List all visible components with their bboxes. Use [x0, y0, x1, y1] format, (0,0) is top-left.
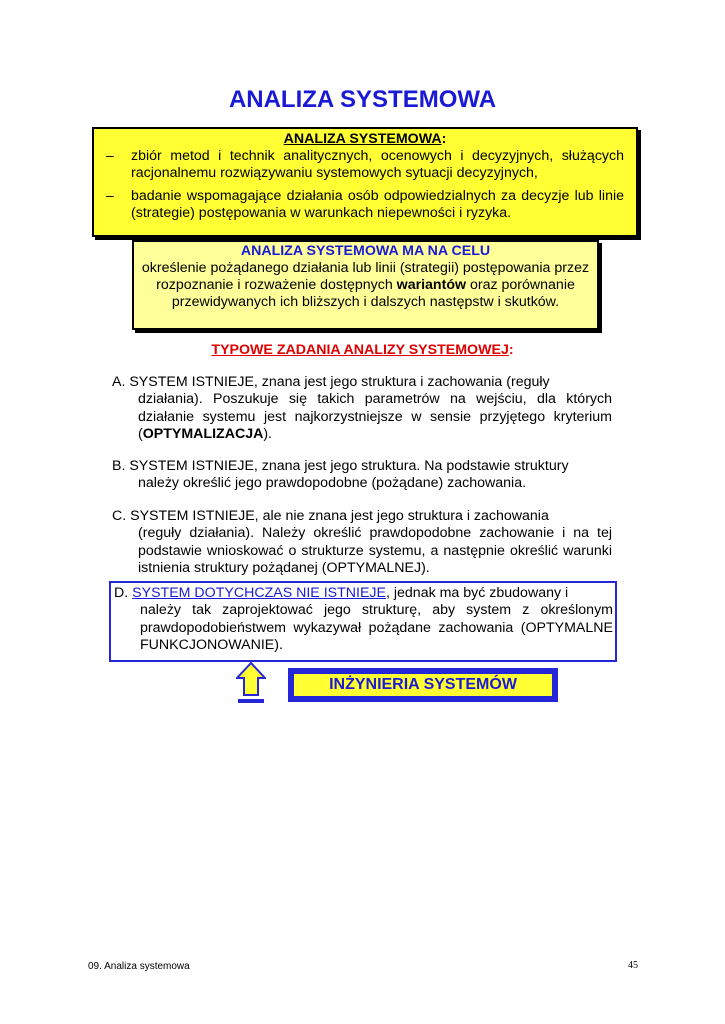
goal-text-part: oraz porównanie przewidywanych ich bliższych i dalszych następstw i skutków.	[171, 277, 575, 310]
engineering-box	[288, 668, 558, 702]
task-d-line1	[114, 585, 613, 602]
task-d-rest: należy tak zaprojektować jego strukturę, aby system z określonym prawdopodobieństwem wykazywał pożądane zachowania (OPTYMALNE FUNKCJONOWANIE).	[140, 602, 613, 653]
goal-text-part: określenie pożądanego działania lub linii (strategii) postępowania przez rozpoznanie i rozważenie dostępnych	[141, 260, 590, 293]
task-c-rest: (reguły działania). Należy określić prawdopodobne zachowanie i na tej podstawie wnioskować o strukturze systemu, a następnie określić warunki istnienia struktury pożądanej (OPTYMALNEJ).	[138, 525, 612, 576]
task-b	[112, 458, 612, 493]
goal-text	[134, 260, 597, 311]
task-a	[112, 374, 612, 443]
definition-item-text: badanie wspomagające działania osób odpowiedzialnych za decyzje lub linie (strategie) postępowania w warunkach niepewności i ryzyka.	[131, 188, 624, 221]
task-a-bold: OPTYMALIZACJA	[142, 425, 264, 442]
task-d-highlight: SYSTEM DOTYCHCZAS NIE ISTNIEJE	[132, 585, 386, 601]
definition-item-text: zbiór metod i technik analitycznych, ocenowych i decyzyjnych, służących racjonalnemu rozwiązywaniu systemowych sytuacji decyzyjnych,	[131, 148, 624, 181]
task-a-line1: A. SYSTEM ISTNIEJE, znana jest jego struktura i zachowania (reguły	[112, 374, 550, 390]
definition-box	[92, 127, 638, 237]
goal-text-bold: wariantów	[396, 277, 467, 293]
tasks-title	[0, 342, 725, 358]
definition-heading	[94, 131, 636, 148]
definition-heading-colon: :	[441, 131, 447, 147]
task-d-letter: D.	[114, 585, 129, 601]
up-arrow-icon	[236, 662, 266, 704]
task-d	[114, 585, 613, 654]
goal-box	[132, 240, 599, 330]
task-b-line1: B. SYSTEM ISTNIEJE, znana jest jego struktura. Na podstawie struktury	[112, 458, 569, 474]
task-a-text: działania). Poszukuje się takich parametrów na wejściu, dla których działanie systemu jest najkorzystniejsze w sensie przyjętego kryterium (	[138, 391, 612, 442]
dash-bullet: –	[106, 148, 114, 164]
task-b-rest: należy określić jego prawdopodobne (pożądane) zachowania.	[138, 475, 527, 492]
engineering-label: INŻYNIERIA SYSTEMÓW	[293, 673, 553, 697]
goal-heading: ANALIZA SYSTEMOWA MA NA CELU	[240, 243, 491, 259]
footer-chapter: 09. Analiza systemowa	[88, 961, 190, 972]
task-c	[112, 508, 612, 577]
dash-bullet: –	[106, 188, 114, 204]
page-title: ANALIZA SYSTEMOWA	[228, 86, 497, 113]
task-a-end: ).	[263, 425, 272, 442]
tasks-title-text: TYPOWE ZADANIA ANALIZY SYSTEMOWEJ	[211, 342, 509, 358]
task-d-line1-rest: , jednak ma być zbudowany i	[385, 585, 569, 601]
task-a-rest	[112, 391, 612, 443]
definition-heading-text: ANALIZA SYSTEMOWA	[283, 131, 442, 147]
definition-item	[94, 188, 636, 222]
task-c-line1: C. SYSTEM ISTNIEJE, ale nie znana jest jego struktura i zachowania	[112, 508, 549, 524]
tasks-title-colon: :	[508, 342, 514, 358]
definition-item	[94, 148, 636, 182]
page-number: 45	[628, 960, 638, 971]
